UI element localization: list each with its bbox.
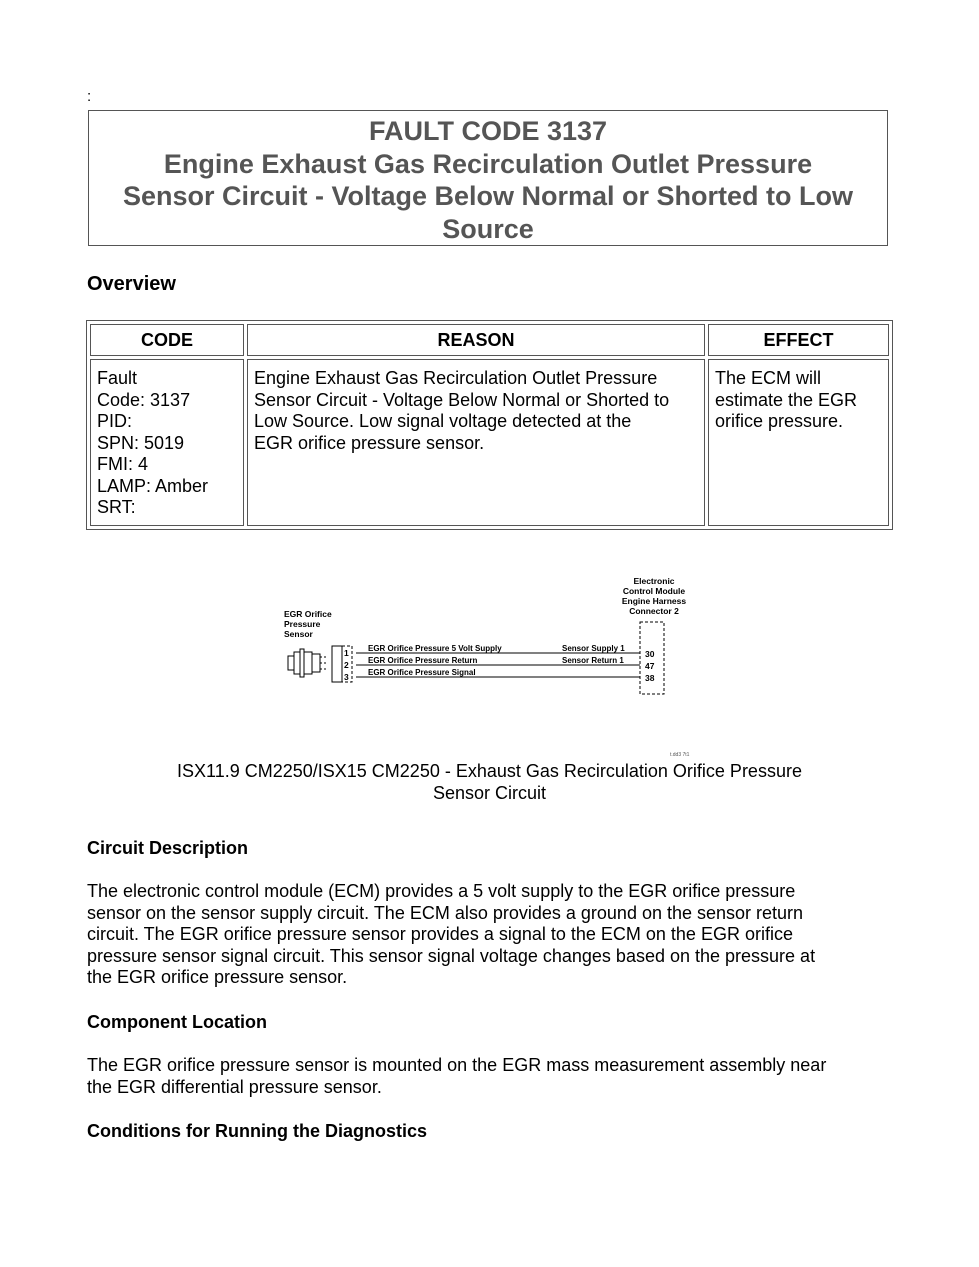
- fault-title-line: Engine Exhaust Gas Recirculation Outlet Pressure: [163, 148, 813, 179]
- header-mark: :: [87, 88, 92, 105]
- effect-line: estimate the EGR: [715, 389, 858, 410]
- ecm-circuit-label: Sensor Supply 1: [562, 644, 625, 653]
- fault-title-line: Source: [442, 213, 534, 244]
- code-line: FMI: 4: [97, 454, 149, 474]
- caption-line: ISX11.9 CM2250/ISX15 CM2250 - Exhaust Gas Recirculation Orifice Pressure: [177, 761, 802, 781]
- sensor-label: Pressure: [284, 619, 321, 629]
- text-line: the EGR differential pressure sensor.: [87, 1076, 382, 1097]
- sensor-pin: 2: [344, 660, 349, 670]
- code-line: LAMP: Amber: [97, 475, 209, 496]
- wire-label: EGR Orifice Pressure 5 Volt Supply: [368, 644, 502, 653]
- ecm-label: Electronic: [633, 576, 675, 586]
- header-code: CODE: [90, 324, 244, 356]
- overview-heading: Overview: [87, 273, 176, 295]
- fault-title-box: [88, 110, 888, 246]
- circuit-diagram: [280, 572, 700, 760]
- text-line: The EGR orifice pressure sensor is mounted on the EGR mass measurement assembly near: [87, 1055, 827, 1075]
- table-row: [90, 359, 889, 526]
- code-line: PID:: [97, 411, 133, 431]
- effect-line: orifice pressure.: [715, 411, 844, 431]
- sensor-pin: 1: [344, 648, 349, 658]
- code-line: Fault: [97, 368, 138, 388]
- ecm-pin: 38: [645, 673, 655, 683]
- component-location-heading: Component Location: [87, 1012, 267, 1032]
- code-cell: [90, 359, 244, 526]
- text-line: sensor on the sensor supply circuit. The ECM also provides a ground on the sensor return: [87, 902, 804, 923]
- ecm-pin: 30: [645, 649, 655, 659]
- sensor-pin: 3: [344, 672, 349, 682]
- reason-cell: [247, 359, 705, 526]
- conditions-heading: Conditions for Running the Diagnostics: [87, 1121, 427, 1141]
- reason-line: Low Source. Low signal voltage detected at the: [254, 411, 632, 431]
- text-line: the EGR orifice pressure sensor.: [87, 967, 348, 988]
- ecm-pin: 47: [645, 661, 655, 671]
- header-effect: EFFECT: [708, 324, 889, 356]
- sensor-body: [288, 646, 352, 682]
- fault-table: [86, 320, 893, 530]
- effect-cell: [708, 359, 889, 526]
- text-line: circuit. The EGR orifice pressure sensor provides a signal to the ECM on the EGR orifice: [87, 924, 793, 945]
- effect-line: The ECM will: [715, 368, 822, 388]
- text-line: pressure sensor signal circuit. This sensor signal voltage changes based on the pressure at: [87, 945, 816, 966]
- wire-label: EGR Orifice Pressure Signal: [368, 668, 476, 677]
- table-header-row: [90, 324, 889, 356]
- figure-caption: [100, 760, 879, 804]
- fault-code-title: FAULT CODE 3137: [368, 116, 608, 146]
- figure-id: t.dd3 7t1: [670, 752, 690, 758]
- header-reason: REASON: [247, 324, 705, 356]
- wire-label: EGR Orifice Pressure Return: [368, 656, 478, 665]
- circuit-description-heading: Circuit Description: [87, 838, 249, 858]
- sensor-label: Sensor: [284, 629, 313, 639]
- sensor-label: EGR Orifice: [284, 609, 332, 619]
- ecm-label: Engine Harness: [621, 596, 687, 606]
- reason-line: Engine Exhaust Gas Recirculation Outlet Pressure: [254, 368, 658, 388]
- reason-line: Sensor Circuit - Voltage Below Normal or Shorted to: [254, 389, 670, 410]
- circuit-description-text: [87, 881, 887, 989]
- reason-line: EGR orifice pressure sensor.: [254, 432, 485, 453]
- caption-line: Sensor Circuit: [432, 783, 547, 803]
- component-location-text: [87, 1055, 887, 1098]
- code-line: SRT:: [97, 497, 136, 517]
- fault-title-line: Sensor Circuit - Voltage Below Normal or Shorted to Low: [122, 181, 854, 211]
- ecm-label: Control Module: [622, 586, 686, 596]
- text-line: The electronic control module (ECM) provides a 5 volt supply to the EGR orifice pressure: [87, 881, 796, 901]
- code-line: SPN: 5019: [97, 432, 185, 453]
- ecm-circuit-label: Sensor Return 1: [562, 656, 624, 665]
- code-line: Code: 3137: [97, 389, 191, 410]
- ecm-label: Connector 2: [629, 606, 679, 616]
